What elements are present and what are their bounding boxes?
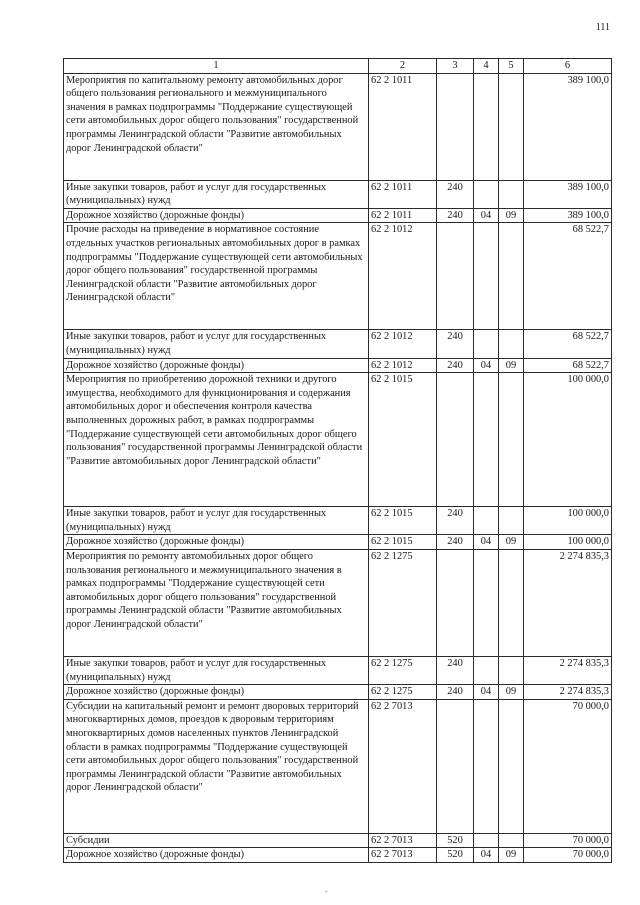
row-name-cell: Иные закупки товаров, работ и услуг для государственных (муниципальных) нужд	[64, 180, 369, 208]
table-row	[64, 180, 612, 208]
row-vr-cell: 240	[437, 358, 474, 373]
row-amount-cell: 70 000,0	[524, 833, 612, 848]
row-pr-cell	[499, 656, 524, 684]
row-amount-cell: 100 000,0	[524, 535, 612, 550]
row-code-cell: 62 2 1011	[369, 208, 437, 223]
header-cell: 4	[474, 59, 499, 74]
row-amount-cell: 68 522,7	[524, 223, 612, 330]
row-pr-cell	[499, 549, 524, 656]
header-cell: 2	[369, 59, 437, 74]
table-row	[64, 549, 612, 656]
table-body	[64, 73, 612, 862]
row-rz-cell	[474, 507, 499, 535]
header-cell: 3	[437, 59, 474, 74]
row-pr-cell: 09	[499, 358, 524, 373]
row-code-cell: 62 2 1275	[369, 656, 437, 684]
row-code-cell: 62 2 1012	[369, 223, 437, 330]
row-vr-cell: 240	[437, 535, 474, 550]
row-code-cell: 62 2 1015	[369, 507, 437, 535]
row-name-cell: Дорожное хозяйство (дорожные фонды)	[64, 848, 369, 863]
table-row	[64, 373, 612, 507]
row-code-cell: 62 2 7013	[369, 699, 437, 833]
row-pr-cell	[499, 330, 524, 358]
row-pr-cell: 09	[499, 685, 524, 700]
row-code-cell: 62 2 1275	[369, 685, 437, 700]
row-amount-cell: 389 100,0	[524, 180, 612, 208]
row-rz-cell	[474, 833, 499, 848]
row-vr-cell	[437, 73, 474, 180]
row-pr-cell	[499, 507, 524, 535]
row-rz-cell	[474, 656, 499, 684]
row-name-cell: Субсидии	[64, 833, 369, 848]
header-cell: 6	[524, 59, 612, 74]
row-name-cell: Дорожное хозяйство (дорожные фонды)	[64, 685, 369, 700]
table-row	[64, 330, 612, 358]
row-name-cell: Иные закупки товаров, работ и услуг для государственных (муниципальных) нужд	[64, 656, 369, 684]
table-row	[64, 848, 612, 863]
row-pr-cell: 09	[499, 208, 524, 223]
row-vr-cell: 240	[437, 180, 474, 208]
row-vr-cell: 240	[437, 507, 474, 535]
page-number: 111	[595, 22, 610, 33]
budget-table	[63, 58, 612, 863]
row-code-cell: 62 2 7013	[369, 848, 437, 863]
row-vr-cell: 520	[437, 848, 474, 863]
row-vr-cell	[437, 699, 474, 833]
row-vr-cell: 240	[437, 330, 474, 358]
row-rz-cell: 04	[474, 535, 499, 550]
row-amount-cell: 100 000,0	[524, 507, 612, 535]
row-pr-cell	[499, 73, 524, 180]
row-name-cell: Дорожное хозяйство (дорожные фонды)	[64, 535, 369, 550]
row-amount-cell: 68 522,7	[524, 358, 612, 373]
footer-mark: -	[325, 887, 328, 896]
row-pr-cell	[499, 699, 524, 833]
row-rz-cell: 04	[474, 208, 499, 223]
table-row	[64, 699, 612, 833]
row-amount-cell: 100 000,0	[524, 373, 612, 507]
row-rz-cell	[474, 699, 499, 833]
row-vr-cell: 240	[437, 208, 474, 223]
row-name-cell: Прочие расходы на приведение в нормативное состояние отдельных участков региональных автомобильных дорог в рамках подпрограммы "Поддержание существующей сети автомобильных дорог общего пользования" государственной программы Ленинградской области "Развитие автомобильных дорог Ленинградской области"	[64, 223, 369, 330]
row-code-cell: 62 2 7013	[369, 833, 437, 848]
row-rz-cell	[474, 373, 499, 507]
row-rz-cell	[474, 180, 499, 208]
row-amount-cell: 389 100,0	[524, 208, 612, 223]
row-amount-cell: 70 000,0	[524, 848, 612, 863]
row-amount-cell: 68 522,7	[524, 330, 612, 358]
row-vr-cell: 240	[437, 656, 474, 684]
row-code-cell: 62 2 1011	[369, 180, 437, 208]
row-rz-cell	[474, 73, 499, 180]
row-pr-cell: 09	[499, 848, 524, 863]
row-rz-cell	[474, 549, 499, 656]
row-rz-cell: 04	[474, 685, 499, 700]
row-name-cell: Субсидии на капитальный ремонт и ремонт дворовых территорий многоквартирных домов, проездов к дворовым территориям многоквартирных домов населенных пунктов Ленинградской области в рамках подпрограммы "Поддержание существующей сети автомобильных дорог общего пользования" государственной программы Ленинградской области "Развитие автомобильных дорог Ленинградской области"	[64, 699, 369, 833]
row-vr-cell	[437, 223, 474, 330]
row-amount-cell: 70 000,0	[524, 699, 612, 833]
table-row	[64, 507, 612, 535]
table-row	[64, 208, 612, 223]
row-name-cell: Иные закупки товаров, работ и услуг для государственных (муниципальных) нужд	[64, 330, 369, 358]
table-row	[64, 685, 612, 700]
row-name-cell: Дорожное хозяйство (дорожные фонды)	[64, 358, 369, 373]
row-code-cell: 62 2 1275	[369, 549, 437, 656]
row-rz-cell: 04	[474, 848, 499, 863]
row-vr-cell	[437, 373, 474, 507]
table-row	[64, 833, 612, 848]
row-rz-cell: 04	[474, 358, 499, 373]
header-cell: 1	[64, 59, 369, 74]
table-row	[64, 358, 612, 373]
row-code-cell: 62 2 1015	[369, 373, 437, 507]
row-name-cell: Дорожное хозяйство (дорожные фонды)	[64, 208, 369, 223]
header-cell: 5	[499, 59, 524, 74]
row-name-cell: Мероприятия по капитальному ремонту автомобильных дорог общего пользования регионального и межмуниципального значения в рамках подпрограммы "Поддержание существующей сети автомобильных дорог общего пользования" государственной программы Ленинградской области "Развитие автомобильных дорог Ленинградской области"	[64, 73, 369, 180]
row-rz-cell	[474, 330, 499, 358]
row-vr-cell: 240	[437, 685, 474, 700]
row-name-cell: Иные закупки товаров, работ и услуг для государственных (муниципальных) нужд	[64, 507, 369, 535]
row-vr-cell	[437, 549, 474, 656]
row-name-cell: Мероприятия по ремонту автомобильных дорог общего пользования регионального и межмуниципального значения в рамках подпрограммы "Поддержание существующей сети автомобильных дорог общего пользования" государственной программы Ленинградской области "Развитие автомобильных дорог Ленинградской области"	[64, 549, 369, 656]
row-rz-cell	[474, 223, 499, 330]
row-code-cell: 62 2 1012	[369, 358, 437, 373]
table-row	[64, 223, 612, 330]
row-pr-cell: 09	[499, 535, 524, 550]
table-row	[64, 656, 612, 684]
row-pr-cell	[499, 180, 524, 208]
row-pr-cell	[499, 373, 524, 507]
table-row	[64, 73, 612, 180]
row-amount-cell: 2 274 835,3	[524, 549, 612, 656]
row-amount-cell: 2 274 835,3	[524, 685, 612, 700]
table-row	[64, 535, 612, 550]
row-name-cell: Мероприятия по приобретению дорожной техники и другого имущества, необходимого для функционирования и содержания автомобильных дорог и обеспечения контроля качества выполненных дорожных работ, в рамках подпрограммы "Поддержание существующей сети автомобильных дорог общего пользования" государственной программы Ленинградской области "Развитие автомобильных дорог Ленинградской области"	[64, 373, 369, 507]
row-vr-cell: 520	[437, 833, 474, 848]
row-amount-cell: 389 100,0	[524, 73, 612, 180]
row-code-cell: 62 2 1012	[369, 330, 437, 358]
row-code-cell: 62 2 1015	[369, 535, 437, 550]
row-amount-cell: 2 274 835,3	[524, 656, 612, 684]
row-pr-cell	[499, 833, 524, 848]
row-code-cell: 62 2 1011	[369, 73, 437, 180]
header-row	[64, 59, 612, 74]
row-pr-cell	[499, 223, 524, 330]
